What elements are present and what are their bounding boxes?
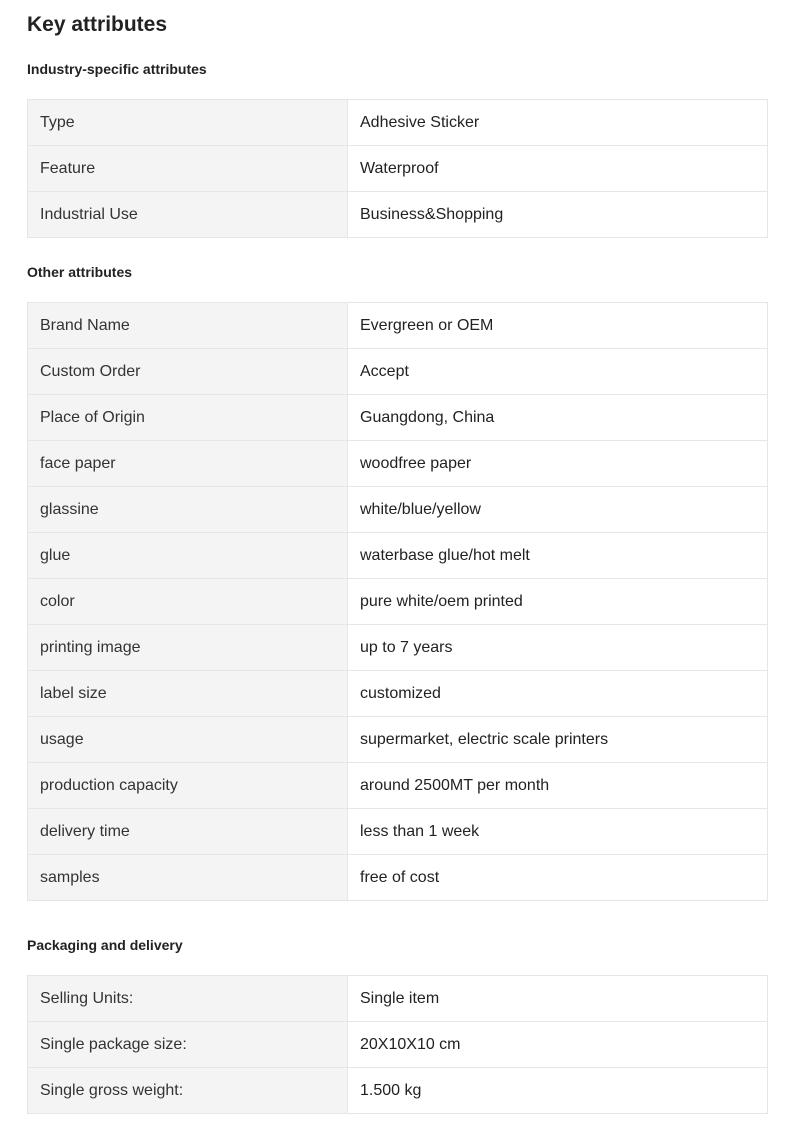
attribute-name: Industrial Use: [28, 192, 348, 238]
table-row: [28, 533, 768, 579]
attribute-value: Accept: [348, 349, 768, 395]
attribute-value: white/blue/yellow: [348, 487, 768, 533]
attribute-value: supermarket, electric scale printers: [348, 717, 768, 763]
table-row: [28, 1068, 768, 1114]
table-row: [28, 100, 768, 146]
attribute-name: Custom Order: [28, 349, 348, 395]
packaging-delivery-table: [27, 975, 768, 1114]
attribute-name: Selling Units:: [28, 976, 348, 1022]
section-title-industry-specific: Industry-specific attributes: [27, 61, 207, 77]
table-row: [28, 192, 768, 238]
table-row: [28, 625, 768, 671]
attribute-value: Guangdong, China: [348, 395, 768, 441]
attribute-value: Adhesive Sticker: [348, 100, 768, 146]
table-row: [28, 855, 768, 901]
attribute-value: waterbase glue/hot melt: [348, 533, 768, 579]
table-row: [28, 809, 768, 855]
attribute-value: free of cost: [348, 855, 768, 901]
attribute-value: Single item: [348, 976, 768, 1022]
attribute-name: delivery time: [28, 809, 348, 855]
attribute-value: customized: [348, 671, 768, 717]
attribute-name: face paper: [28, 441, 348, 487]
attribute-name: Single gross weight:: [28, 1068, 348, 1114]
attribute-name: Type: [28, 100, 348, 146]
attribute-name: glue: [28, 533, 348, 579]
table-row: [28, 717, 768, 763]
attribute-name: Single package size:: [28, 1022, 348, 1068]
attribute-name: label size: [28, 671, 348, 717]
industry-specific-attributes-table: [27, 99, 768, 238]
attribute-name: Place of Origin: [28, 395, 348, 441]
attribute-value: pure white/oem printed: [348, 579, 768, 625]
attribute-value: 20X10X10 cm: [348, 1022, 768, 1068]
attribute-value: around 2500MT per month: [348, 763, 768, 809]
attribute-value: woodfree paper: [348, 441, 768, 487]
table-row: [28, 395, 768, 441]
table-row: [28, 671, 768, 717]
table-row: [28, 763, 768, 809]
attribute-name: Feature: [28, 146, 348, 192]
section-title-packaging-delivery: Packaging and delivery: [27, 937, 183, 953]
attribute-value: Waterproof: [348, 146, 768, 192]
attribute-value: up to 7 years: [348, 625, 768, 671]
attribute-value: Business&Shopping: [348, 192, 768, 238]
table-row: [28, 579, 768, 625]
table-row: [28, 441, 768, 487]
attribute-name: production capacity: [28, 763, 348, 809]
attribute-name: Brand Name: [28, 303, 348, 349]
attribute-value: less than 1 week: [348, 809, 768, 855]
table-row: [28, 349, 768, 395]
table-row: [28, 146, 768, 192]
table-row: [28, 303, 768, 349]
attribute-name: samples: [28, 855, 348, 901]
attribute-name: glassine: [28, 487, 348, 533]
table-row: [28, 1022, 768, 1068]
table-row: [28, 487, 768, 533]
other-attributes-table: [27, 302, 768, 901]
section-title-other: Other attributes: [27, 264, 133, 280]
attribute-value: 1.500 kg: [348, 1068, 768, 1114]
attribute-name: printing image: [28, 625, 348, 671]
page-title: Key attributes: [27, 13, 168, 36]
attribute-value: Evergreen or OEM: [348, 303, 768, 349]
table-row: [28, 976, 768, 1022]
attribute-name: color: [28, 579, 348, 625]
attribute-name: usage: [28, 717, 348, 763]
